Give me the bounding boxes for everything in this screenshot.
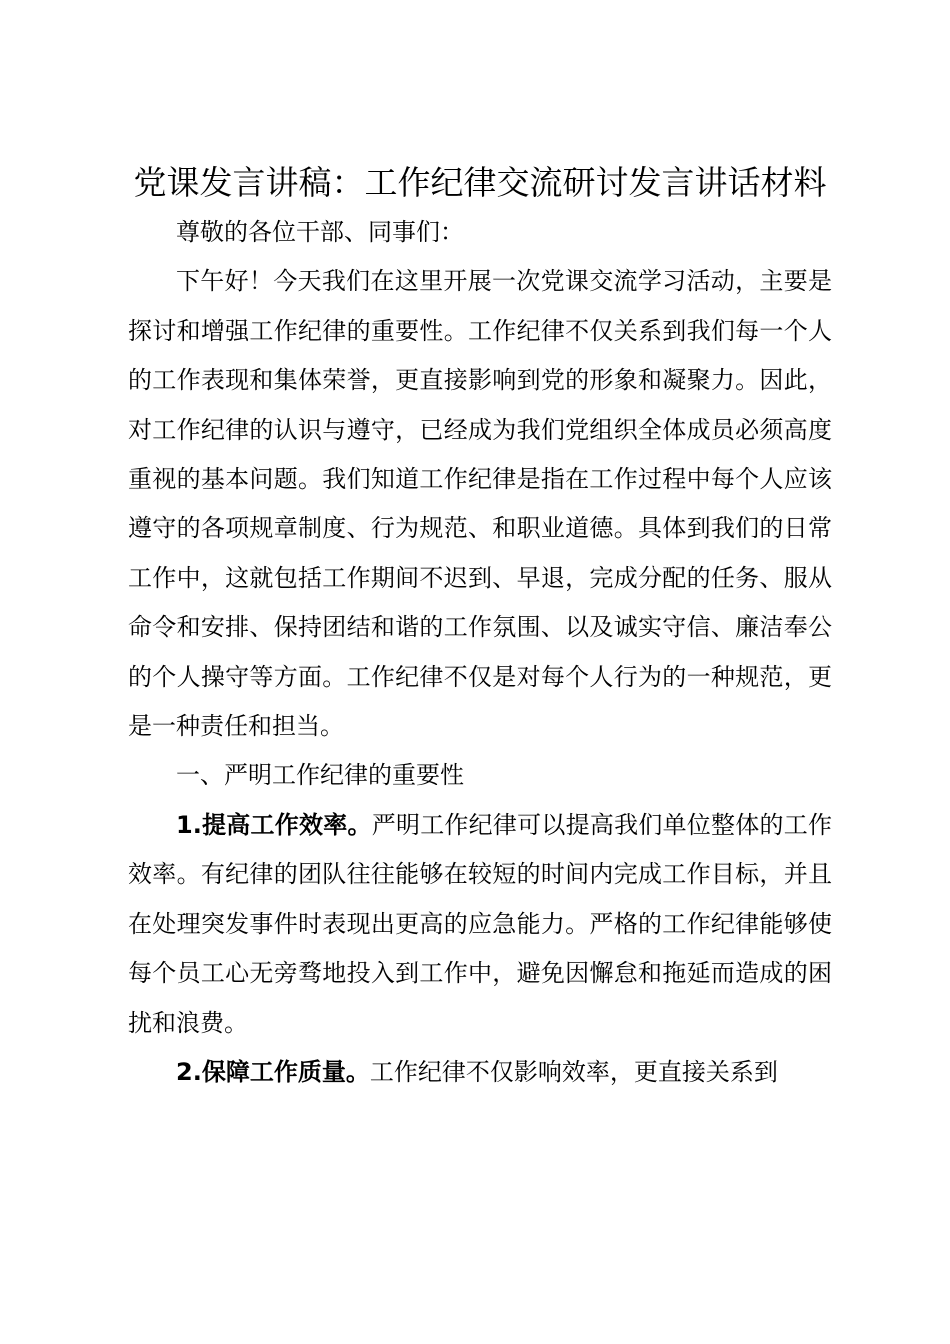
point-1-lead: 1.提高工作效率。 [176, 810, 372, 839]
point-2-body: 工作纪律不仅影响效率，更直接关系到 [369, 1057, 778, 1086]
intro-paragraph: 下午好！今天我们在这里开展一次党课交流学习活动，主要是探讨和增强工作纪律的重要性。工作纪律不仅关系到我们每一个人的工作表现和集体荣誉，更直接影响到党的形象和凝聚力。因此，对工作纪律的认识与遵守，已经成为我们党组织全体成员必须高度重视的基本问题。我们知道工作纪律是指在工作过程中每个人应该遵守的各项规章制度、行为规范、和职业道德。具体到我们的日常工作中，这就包括工作期间不迟到、早退，完成分配的任务、服从命令和安排、保持团结和谐的工作氛围、以及诚实守信、廉洁奉公的个人操守等方面。工作纪律不仅是对每个人行为的一种规范，更是一种责任和担当。 [128, 267, 832, 741]
point-2-lead: 2.保障工作质量。 [176, 1057, 370, 1086]
point-1-body: 严明工作纪律可以提高我们单位整体的工作效率。有纪律的团队往往能够在较短的时间内完成工作目标，并且在处理突发事件时表现出更高的应急能力。严格的工作纪律能够使每个员工心无旁骛地投入到工作中，避免因懈怠和拖延而造成的困扰和浪费。 [128, 810, 832, 1037]
document-page [128, 160, 832, 1097]
document-title: 党课发言讲稿：工作纪律交流研讨发言讲话材料 [133, 163, 827, 202]
point-2-paragraph [128, 1048, 832, 1097]
point-1-paragraph [128, 801, 832, 1048]
section-heading-1: 一、严明工作纪律的重要性 [176, 761, 464, 790]
salutation: 尊敬的各位干部、同事们： [176, 218, 464, 246]
